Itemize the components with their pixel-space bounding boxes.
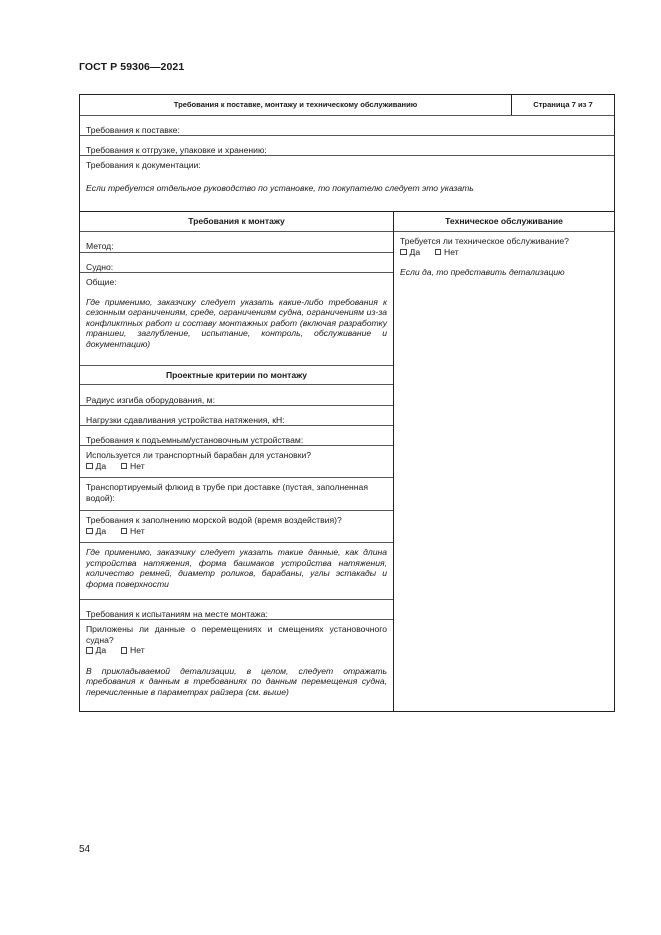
drum-no-option[interactable] [121, 461, 145, 471]
installation-maintenance-section [80, 211, 614, 711]
delivery-label: Требования к поставке: [86, 125, 180, 135]
page-number: 54 [79, 844, 91, 855]
vessel-label: Судно: [86, 262, 114, 272]
vessel-row [80, 252, 393, 272]
checkbox-icon[interactable] [121, 528, 128, 535]
shipping-label: Требования к отгрузке, упаковке и хранению: [86, 145, 267, 155]
checkbox-icon[interactable] [121, 647, 128, 654]
vessel-data-question: Приложены ли данные о перемещениях и смещениях установочного судна? [86, 624, 387, 645]
general-row [80, 272, 393, 365]
design-criteria-heading-row [80, 365, 393, 384]
maintenance-heading: Техническое обслуживание [445, 216, 563, 226]
flooding-question: Требования к заполнению морской водой (время воздействия)? [86, 515, 342, 525]
fluid-label: Транспортируемый флюид в трубе при доставке (пустая, заполненная водой): [86, 482, 368, 503]
flooding-options [86, 526, 387, 537]
drum-question: Используется ли транспортный барабан для установки? [86, 450, 312, 460]
maintenance-heading-row [394, 212, 614, 231]
checkbox-icon[interactable] [86, 647, 93, 654]
vessel-data-no-option[interactable] [121, 645, 145, 655]
drum-no-label: Нет [130, 460, 145, 471]
vessel-data-options [86, 645, 387, 656]
design-criteria-heading: Проектные критерии по монтажу [165, 370, 308, 380]
maintenance-column [394, 212, 614, 711]
vessel-data-yes-option[interactable] [86, 645, 106, 655]
drum-options [86, 461, 387, 472]
where-note-row [80, 542, 393, 599]
maintenance-no-option[interactable] [435, 247, 459, 257]
maintenance-body [394, 231, 614, 278]
site-testing-label: Требования к испытаниям на месте монтажа: [86, 609, 268, 619]
drum-yes-option[interactable] [86, 461, 106, 471]
maintenance-yes-label: Да [409, 246, 421, 257]
vessel-data-yes-label: Да [95, 645, 107, 655]
maintenance-yes-option[interactable] [400, 247, 420, 257]
table-page-label: Страница 7 из 7 [533, 99, 593, 109]
checkbox-icon[interactable] [400, 249, 407, 256]
shipping-row [80, 135, 614, 155]
flooding-row [80, 510, 393, 542]
maintenance-question: Требуется ли техническое обслуживание? [400, 236, 569, 246]
delivery-row [80, 115, 614, 135]
requirements-table [79, 94, 615, 712]
general-note: Где применимо, заказчику следует указать какие-либо требования к сезонным ограничениям, среде, ограничениям судна, ограничениям из-за конфликтных работ и составу монтажных работ (включая разработку траншеи, заглубление, испытание, контроль, обслуживание и документацию) [86, 296, 387, 349]
checkbox-icon[interactable] [86, 463, 93, 470]
checkbox-icon[interactable] [121, 463, 128, 470]
bend-radius-label: Радиус изгиба оборудования, м: [86, 395, 215, 405]
documentation-row [80, 155, 614, 211]
where-note: Где применимо, заказчику следует указать такие данные, как длина устройства натяжения, форма башмаков устройства натяжения, количество ремней, диаметр роликов, барабаны, углы эстакады и форма поверхности [86, 547, 387, 589]
vessel-data-row [80, 619, 393, 711]
table-title-cell [80, 95, 512, 115]
table-title: Требования к поставке, монтажу и техническому обслуживанию [173, 99, 418, 109]
vessel-data-no-label: Нет [130, 645, 145, 655]
flooding-no-option[interactable] [121, 526, 145, 536]
site-testing-row [80, 599, 393, 619]
lifting-label: Требования к подъемным/установочным устройствам: [86, 435, 304, 445]
bend-radius-row [80, 384, 393, 405]
lifting-row [80, 425, 393, 445]
maintenance-note: Если да, то представить детализацию [400, 267, 565, 277]
method-label: Метод: [86, 241, 114, 251]
flooding-yes-option[interactable] [86, 526, 106, 536]
method-row [80, 231, 393, 252]
fluid-row [80, 477, 393, 510]
table-page-cell [512, 95, 614, 115]
checkbox-icon[interactable] [86, 528, 93, 535]
documentation-note: Если требуется отдельное руководство по установке, то покупателю следует это указать [86, 182, 474, 193]
flooding-yes-label: Да [95, 525, 107, 536]
installation-heading-row [80, 212, 393, 231]
installation-heading: Требования к монтажу [188, 216, 285, 226]
drum-row [80, 445, 393, 477]
maintenance-options [400, 247, 608, 258]
document-code: ГОСТ Р 59306—2021 [79, 61, 185, 73]
drum-yes-label: Да [95, 460, 107, 471]
vessel-data-note: В прикладываемой детализации, в целом, следует отражать требования к данным в требованиях по данным перемещения судна, перечисленные в параметрах райзера (см. выше) [86, 665, 387, 697]
table-header-row [80, 95, 614, 115]
general-label: Общие: [86, 277, 117, 287]
installation-column [80, 212, 394, 711]
checkbox-icon[interactable] [435, 249, 442, 256]
flooding-no-label: Нет [130, 525, 145, 536]
documentation-label: Требования к документации: [86, 160, 201, 170]
crush-loads-label: Нагрузки сдавливания устройства натяжения, кН: [86, 415, 285, 425]
maintenance-no-label: Нет [444, 246, 459, 257]
crush-loads-row [80, 405, 393, 425]
